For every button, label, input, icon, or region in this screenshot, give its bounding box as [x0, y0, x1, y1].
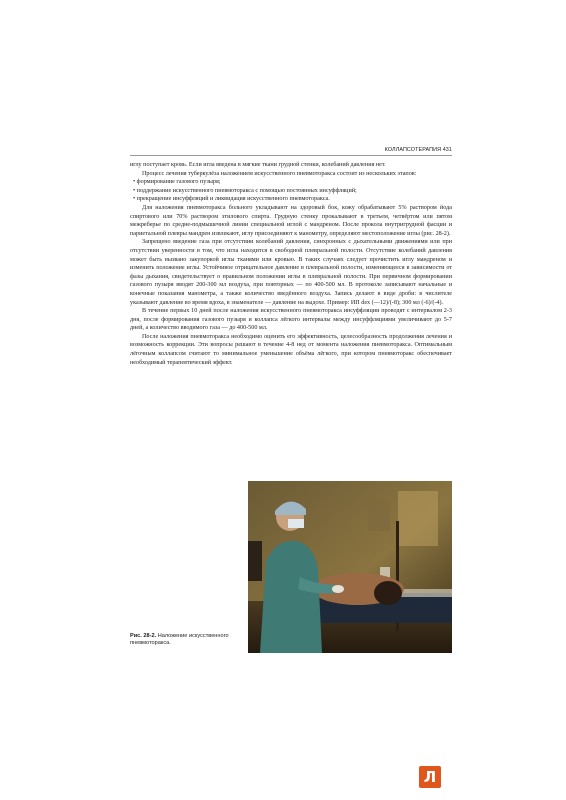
stage-list: [130, 178, 452, 204]
paragraph: В течение первых 10 дней после наложения искусственного пневмоторакса инсуффляции проводят с интервалом 2-3 дня, после формирования газового пузыря и коллапса лёгкого интервалы между инсуффляциями увеличивают до 5-7 дней, а количество вводимого газа — до 400-500 мл.: [130, 308, 452, 332]
figure-label: Рис. 28-2.: [130, 633, 157, 639]
list-item: • формирование газового пузыря;: [133, 179, 221, 186]
figure-caption: [130, 633, 242, 647]
paragraph: Для наложения пневмоторакса больного укладывают на здоровый бок, кожу обрабатывают 5% раствором йода спиртового или 70% раствором этилового спирта. Грудную стенку прокалывают в третьем, четвёртом или пятом межреберье по средне-подмышечной линии специальной иглой с мандреном. После прокола внутригрудной фасции и париетальной плевры мандрен извлекают, иглу присоединяют к манометру, определяют местоположение иглы (рис. 28-2).: [130, 204, 452, 237]
body-text: [130, 161, 452, 367]
header-rule: [130, 155, 452, 156]
figure-photo: [248, 481, 452, 653]
list-item: • поддержание искусственного пневмоторакса с помощью постоянных инсуффляций;: [133, 187, 357, 194]
publisher-logo-glyph: Л: [423, 767, 437, 786]
figure-caption-text: Наложение искусственного пневмоторакса.: [130, 633, 229, 647]
publisher-logo: [419, 766, 441, 788]
list-item: • прекращение инсуффляций и ликвидация искусственного пневмоторакса.: [133, 196, 330, 203]
paragraph: Запрещено введение газа при отсутствии колебаний давления, синхронных с дыхательными движениями или при отсутствии уверенности в том, что игла находится в свободной плевральной полости. Отсутствие колебаний давления может быть вызвано закупоркой иглы тканями или кровью. В таких случаях следует прочистить иглу мандреном и изменить положение иглы. Устойчивое отрицательное давление в плевральной полости, изменяющееся в зависимости от фазы дыхания, свидетельствует о правильном положении иглы в плевральной полости. При первичном формировании газового пузыря вводят 200-300 мл воздуха, при повторных — по 400-500 мл. В протоколе записывают начальные и конечные показания манометра, а также количество введённого воздуха. Запись делают в виде дроби: в числителе указывают давление во время вдоха, в знаменателе — давление на выдохе. Пример: ИП dex (—12)/(-8); 300 мл (-6)/(-4).: [130, 239, 452, 306]
procedure-photo: [248, 481, 452, 653]
paragraph: После наложения пневмоторакса необходимо оценить его эффективность, целесообразность продолжения лечения и возможность коррекции. Эти вопросы решают в течение 4-8 нед от момента наложения пневмоторакса. Оптимальным лёгочным коллапсом считают то минимальное уменьшение объёма лёгкого, при котором пневмоторакс обеспечивает необходимый терапевтический эффект.: [130, 333, 452, 366]
paragraph: Процесс лечения туберкулёза наложением искусственного пневмоторакса состоит из нескольких этапов:: [142, 170, 417, 177]
paragraph: иглу поступает кровь. Если игла введена в мягкие ткани грудной стенки, колебаний давления нет.: [130, 162, 386, 168]
running-head: КОЛЛАПСОТЕРАПИЯ 431: [384, 147, 452, 153]
